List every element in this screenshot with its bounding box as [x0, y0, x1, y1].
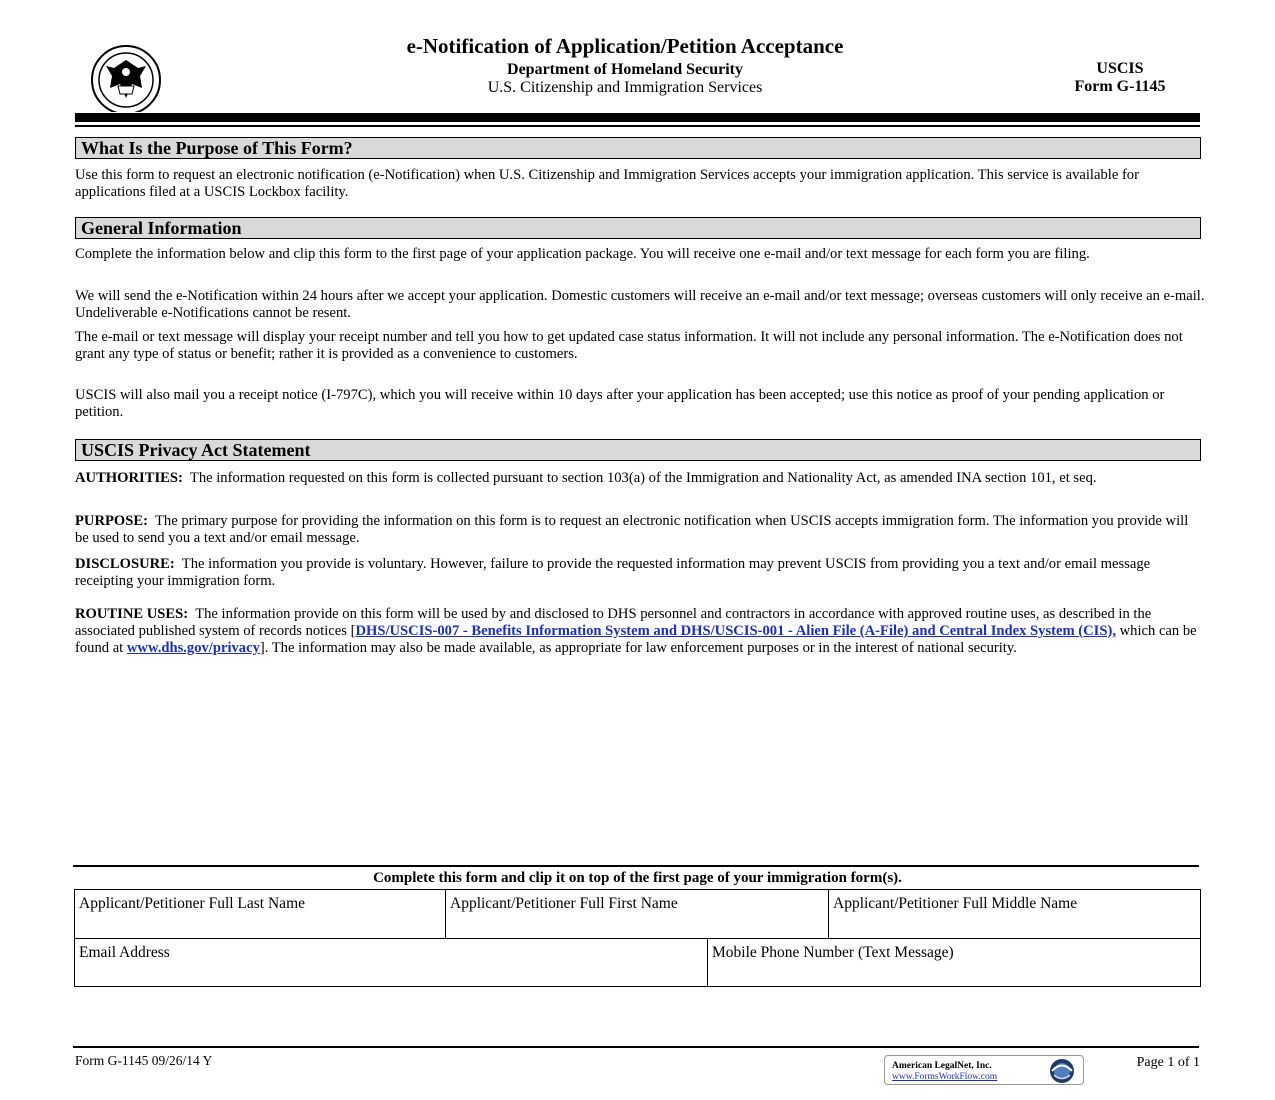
disclosure-label: DISCLOSURE:: [75, 556, 175, 572]
email-label: Email Address: [79, 944, 170, 961]
privacy-disclosure: [75, 556, 1205, 590]
form-edition: Form G-1145 09/26/14 Y: [75, 1053, 213, 1068]
privacy-authorities: [75, 470, 1205, 487]
email-field[interactable]: [74, 938, 708, 987]
routine-text-3: ]. The information may also be made available, as appropriate for law enforcement purposes or in the interest of national security.: [259, 640, 1017, 656]
phone-label: Mobile Phone Number (Text Message): [712, 944, 954, 961]
authorities-text: The information requested on this form is collected pursuant to section 103(a) of the Immigration and Nationality Act, as amended INA section 101, et seq.: [189, 470, 1097, 486]
general-paragraph-2: We will send the e-Notification within 24 hours after we accept your application. Domestic customers will receive an e-mail and/or text message; overseas customers will only receive an e-mail. Undeliverable e-Notifications cannot be resent.: [75, 288, 1205, 321]
footer-divider: [73, 1046, 1199, 1048]
dhs-privacy-link[interactable]: www.dhs.gov/privacy: [126, 640, 260, 656]
routine-text-1: The information provide on this form will be used by and disclosed to DHS personnel and contractors in accordance with approved routine uses, as described in the associated published system of records notices [: [75, 606, 1152, 639]
publisher-logo-icon: [1044, 1058, 1080, 1089]
header-divider-thin: [75, 125, 1200, 127]
general-paragraph-1: Complete the information below and clip this form to the first page of your application package. You will receive one e-mail and/or text message for each form you are filing.: [75, 246, 1090, 262]
last-name-field[interactable]: [74, 889, 446, 939]
middle-name-label: Applicant/Petitioner Full Middle Name: [833, 895, 1078, 912]
first-name-field[interactable]: [445, 889, 829, 939]
header-divider-thick: [75, 113, 1200, 122]
section-heading-purpose: What Is the Purpose of This Form?: [75, 137, 1201, 159]
last-name-label: Applicant/Petitioner Full Last Name: [79, 895, 305, 912]
department-name: Department of Homeland Security: [507, 61, 743, 78]
privacy-routine-uses: [75, 606, 1205, 657]
section-heading-privacy: USCIS Privacy Act Statement: [75, 439, 1201, 461]
privacy-purpose: [75, 513, 1205, 547]
page-number: Page 1 of 1: [1136, 1055, 1200, 1070]
publisher-name: American LegalNet, Inc.: [892, 1061, 992, 1071]
general-paragraph-4: USCIS will also mail you a receipt notice (I-797C), which you will receive within 10 days after your application has been accepted; use this notice as proof of your pending application or petition.: [75, 387, 1165, 420]
routine-label: ROUTINE USES:: [75, 606, 189, 622]
publisher-url[interactable]: www.FormsWorkFlow.com: [892, 1072, 998, 1082]
section-heading-general: General Information: [75, 217, 1201, 239]
agency-name: U.S. Citizenship and Immigration Services: [487, 79, 763, 96]
page-title: e-Notification of Application/Petition Acceptance: [406, 34, 844, 58]
form-divider: [73, 865, 1199, 867]
middle-name-field[interactable]: [828, 889, 1201, 939]
mobile-phone-field[interactable]: [707, 938, 1201, 987]
sorn-link[interactable]: DHS/USCIS-007 - Benefits Information System and DHS/USCIS-001 - Alien File (A-File) and Central Index System (CIS),: [355, 623, 1116, 639]
form-number: Form G-1145: [1074, 78, 1166, 95]
purpose-paragraph: Use this form to request an electronic notification (e-Notification) when U.S. Citizenship and Immigration Services accepts your immigration application. This service is available for applications filed at a USCIS Lockbox facility.: [75, 167, 1139, 200]
general-paragraph-3: The e-mail or text message will display your receipt number and tell you how to get updated case status information. It will not include any personal information. The e-Notification does not grant any type of status or benefit; rather it is provided as a convenience to customers.: [75, 329, 1183, 362]
form-instruction: Complete this form and clip it on top of the first page of your immigration form(s).: [373, 870, 902, 886]
authorities-label: AUTHORITIES:: [75, 470, 183, 486]
disclosure-text: The information you provide is voluntary. However, failure to provide the requested information may prevent USCIS from providing you a text and/or email message receipting your immigration form.: [75, 556, 1151, 589]
routine-text-2: which can be found at: [75, 623, 1197, 656]
dhs-seal-icon: [76, 42, 176, 112]
agency-short: USCIS: [1096, 60, 1144, 77]
first-name-label: Applicant/Petitioner Full First Name: [450, 895, 678, 912]
purpose-label: PURPOSE:: [75, 513, 148, 529]
purpose-text: The primary purpose for providing the information on this form is to request an electronic notification when USCIS accepts immigration form. The information you provide will be used to send you a text and/or email message.: [75, 513, 1189, 546]
